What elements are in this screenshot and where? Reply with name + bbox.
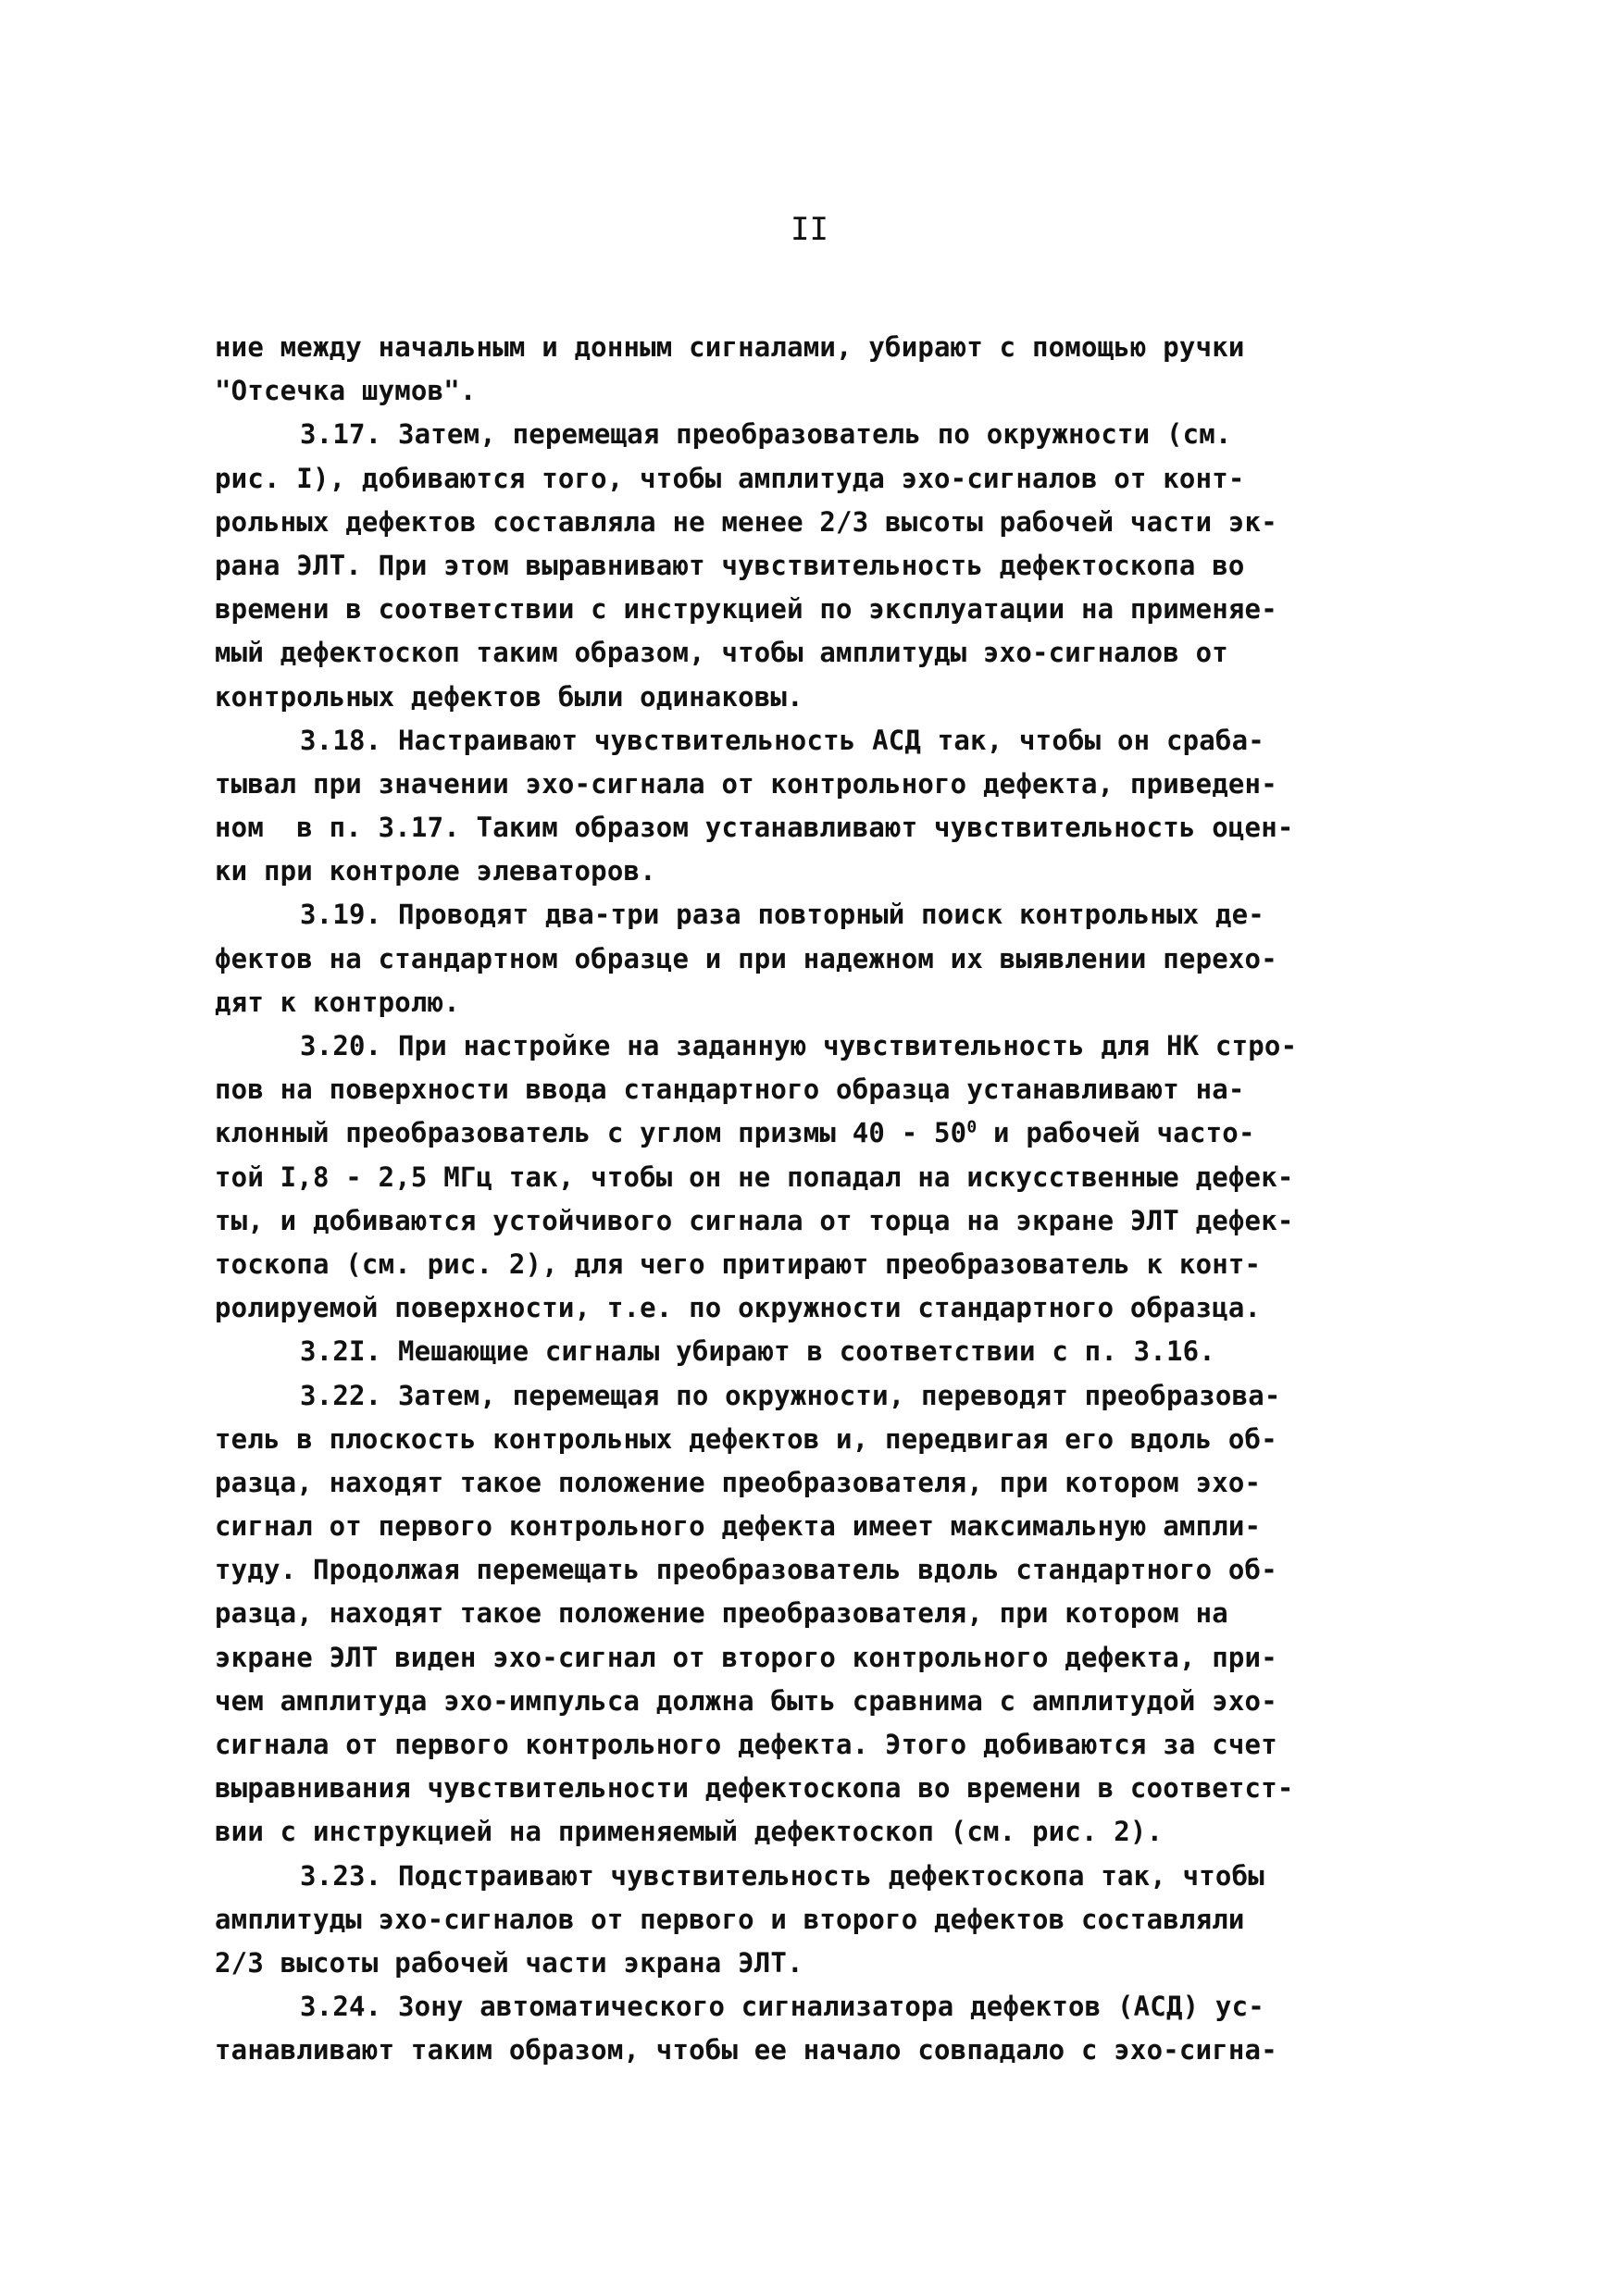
text-line xyxy=(215,719,1446,763)
text-line-content: амплитуды эхо-сигналов от первого и второго дефектов составляли xyxy=(215,1903,1245,1935)
text-line xyxy=(215,893,1446,937)
text-line xyxy=(215,369,1446,413)
text-line xyxy=(215,1418,1446,1461)
text-line xyxy=(215,1330,1446,1373)
text-line-content: дят к контролю. xyxy=(215,986,460,1018)
text-line-content: 3.2I. Мешающие сигналы убирают в соответствии с п. 3.16. xyxy=(300,1335,1215,1368)
text-line-content: туду. Продолжая перемещать преобразователь вдоль стандартного об- xyxy=(215,1554,1277,1586)
text-line xyxy=(215,1286,1446,1330)
text-line-content: разца, находят такое положение преобразователя, при котором эхо- xyxy=(215,1466,1262,1498)
text-line-content: фектов на стандартном образце и при надежном их выявлении перехо- xyxy=(215,942,1277,974)
text-line xyxy=(215,501,1446,544)
text-line-content: тоскопа (см. рис. 2), для чего притирают преобразователь к конт- xyxy=(215,1247,1262,1280)
text-line-content: "Отсечка шумов". xyxy=(215,375,477,407)
text-line-content: рольных дефектов составляла не менее 2/3 высоты рабочей части эк- xyxy=(215,505,1277,538)
text-line xyxy=(215,850,1446,893)
text-line-content: сигнала от первого контрольного дефекта. Этого добиваются за счет xyxy=(215,1729,1277,1760)
text-line xyxy=(215,1505,1446,1548)
text-line-content: 3.20. При настройке на заданную чувствительность для НК стро- xyxy=(300,1030,1298,1061)
text-line-content: 3.22. Затем, перемещая по окружности, переводят преобразова- xyxy=(300,1379,1281,1411)
text-line-content: 3.24. Зону автоматического сигнализатора дефектов (АСД) ус- xyxy=(300,1991,1264,2023)
text-line xyxy=(215,1855,1446,1898)
text-line xyxy=(215,1810,1446,1854)
text-line-content: выравнивания чувствительности дефектоскопа во времени в соответст- xyxy=(215,1772,1294,1805)
text-line-continuation: и рабочей часто- xyxy=(977,1117,1255,1149)
text-line-content: 3.23. Подстраивают чувствительность дефектоскопа так, чтобы xyxy=(300,1859,1264,1892)
text-line-content: тывал при значении эхо-сигнала от контрольного дефекта, приведен- xyxy=(215,767,1277,800)
text-line xyxy=(215,1592,1446,1635)
text-line xyxy=(215,763,1446,806)
text-line xyxy=(215,631,1446,675)
text-line xyxy=(215,1156,1446,1199)
text-line-content: той I,8 - 2,5 МГц так, чтобы он не попадал на искусственные дефек- xyxy=(215,1160,1294,1193)
text-line xyxy=(215,413,1446,456)
document-body xyxy=(215,326,1446,2073)
text-line xyxy=(215,1898,1446,1942)
text-line xyxy=(215,457,1446,501)
text-line-content: ролируемой поверхности, т.е. по окружности стандартного образца. xyxy=(215,1292,1262,1324)
text-line xyxy=(215,2029,1446,2072)
text-line xyxy=(215,1111,1446,1155)
text-line-content: танавливают таким образом, чтобы ее начало совпадало с эхо-сигна- xyxy=(215,2034,1277,2066)
text-line-content: контрольных дефектов были одинаковы. xyxy=(215,680,803,713)
text-line xyxy=(215,1548,1446,1592)
text-line xyxy=(215,1636,1446,1680)
text-line xyxy=(215,1374,1446,1418)
text-line xyxy=(215,1942,1446,1985)
text-line-content: ние между начальным и донным сигналами, убирают с помощью ручки xyxy=(215,331,1245,363)
text-line xyxy=(215,1199,1446,1243)
text-line xyxy=(215,1767,1446,1810)
text-line xyxy=(215,981,1446,1024)
text-line-content: пов на поверхности ввода стандартного образца устанавливают на- xyxy=(215,1074,1245,1106)
text-line xyxy=(215,937,1446,981)
text-line-content: клонный преобразователь с углом призмы 40 - 50 xyxy=(215,1117,967,1149)
text-line xyxy=(215,676,1446,719)
text-line-content: вии с инструкцией на применяемый дефектоскоп (см. рис. 2). xyxy=(215,1816,1164,1848)
text-line-content: рис. I), добиваются того, чтобы амплитуда эхо-сигналов от конт- xyxy=(215,462,1245,494)
page-number: II xyxy=(791,211,828,248)
text-line-content: 3.19. Проводят два-три раза повторный поиск контрольных де- xyxy=(300,899,1264,931)
text-line-content: ном в п. 3.17. Таким образом устанавливают чувствительность оцен- xyxy=(215,812,1294,844)
text-line xyxy=(215,806,1446,850)
text-line-content: тель в плоскость контрольных дефектов и, передвигая его вдоль об- xyxy=(215,1422,1277,1455)
text-line-content: ты, и добиваются устойчивого сигнала от торца на экране ЭЛТ дефек- xyxy=(215,1204,1294,1236)
text-line-content: ки при контроле элеваторов. xyxy=(215,855,656,887)
text-line xyxy=(215,1024,1446,1068)
text-line-content: 3.17. Затем, перемещая преобразователь по окружности (см. xyxy=(300,418,1232,451)
text-line-content: 3.18. Настраивают чувствительность АСД так, чтобы он сраба- xyxy=(300,724,1264,756)
text-line-content: экране ЭЛТ виден эхо-сигнал от второго контрольного дефекта, при- xyxy=(215,1641,1277,1673)
text-line xyxy=(215,326,1446,369)
text-line xyxy=(215,544,1446,588)
text-line xyxy=(215,1068,1446,1111)
text-line xyxy=(215,1723,1446,1767)
text-line-content: сигнал от первого контрольного дефекта имеет максимальную ампли- xyxy=(215,1510,1262,1543)
text-line-content: чем амплитуда эхо-импульса должна быть сравнима с амплитудой эхо- xyxy=(215,1684,1277,1717)
text-line xyxy=(215,1243,1446,1286)
text-line-content: 2/3 высоты рабочей части экрана ЭЛТ. xyxy=(215,1946,803,1979)
text-line xyxy=(215,588,1446,631)
text-line xyxy=(215,1461,1446,1505)
text-line-content: времени в соответствии с инструкцией по эксплуатации на применяе- xyxy=(215,593,1277,626)
superscript: 0 xyxy=(966,1117,978,1137)
text-line-content: рана ЭЛТ. При этом выравнивают чувствительность дефектоскопа во xyxy=(215,549,1245,581)
text-line-content: мый дефектоскоп таким образом, чтобы амплитуды эхо-сигналов от xyxy=(215,637,1228,669)
text-line xyxy=(215,1680,1446,1723)
text-line xyxy=(215,1985,1446,2029)
text-line-content: разца, находят такое положение преобразователя, при котором на xyxy=(215,1597,1228,1630)
